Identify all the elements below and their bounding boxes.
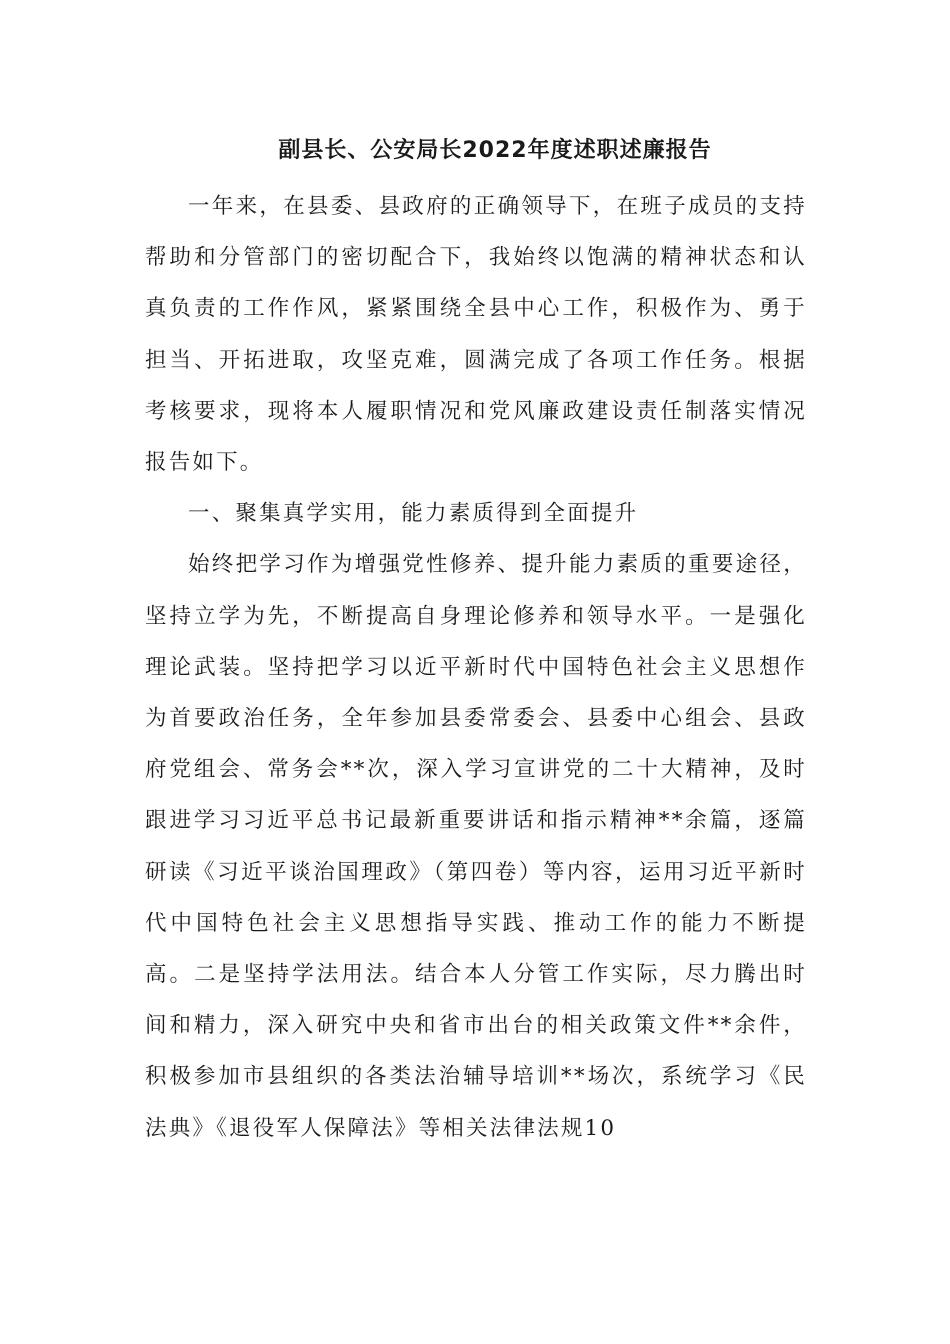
- document-body: [145, 181, 807, 1154]
- intro-paragraph: 一年来，在县委、县政府的正确领导下，在班子成员的支持帮助和分管部门的密切配合下，我始终以饱满的精神状态和认真负责的工作作风，紧紧围绕全县中心工作，积极作为、勇于担当、开拓进取，攻坚克难，圆满完成了各项工作任务。根据考核要求，现将本人履职情况和党风廉政建设责任制落实情况报告如下。: [145, 194, 807, 476]
- section-heading: 一、聚集真学实用，能力素质得到全面提升: [188, 501, 639, 527]
- section-paragraph: 始终把学习作为增强党性修养、提升能力素质的重要途径，坚持立学为先，不断提高自身理论修养和领导水平。一是强化理论武装。坚持把学习以近平新时代中国特色社会主义思想作为首要政治任务，全年参加县委常委会、县委中心组会、县政府党组会、常务会**次，深入学习宣讲党的二十大精神，及时跟进学习习近平总书记最新重要讲话和指示精神**余篇，逐篇研读《习近平谈治国理政》（第四卷）等内容，运用习近平新时代中国特色社会主义思想指导实践、推动工作的能力不断提高。二是坚持学法用法。结合本人分管工作实际，尽力腾出时间和精力，深入研究中央和省市出台的相关政策文件**余件，积极参加市县组织的各类法治辅导培训**场次，系统学习《民法典》《退役军人保障法》等相关法律法规10: [145, 552, 807, 1141]
- document-title: 副县长、公安局长2022年度述职述廉报告: [278, 138, 712, 163]
